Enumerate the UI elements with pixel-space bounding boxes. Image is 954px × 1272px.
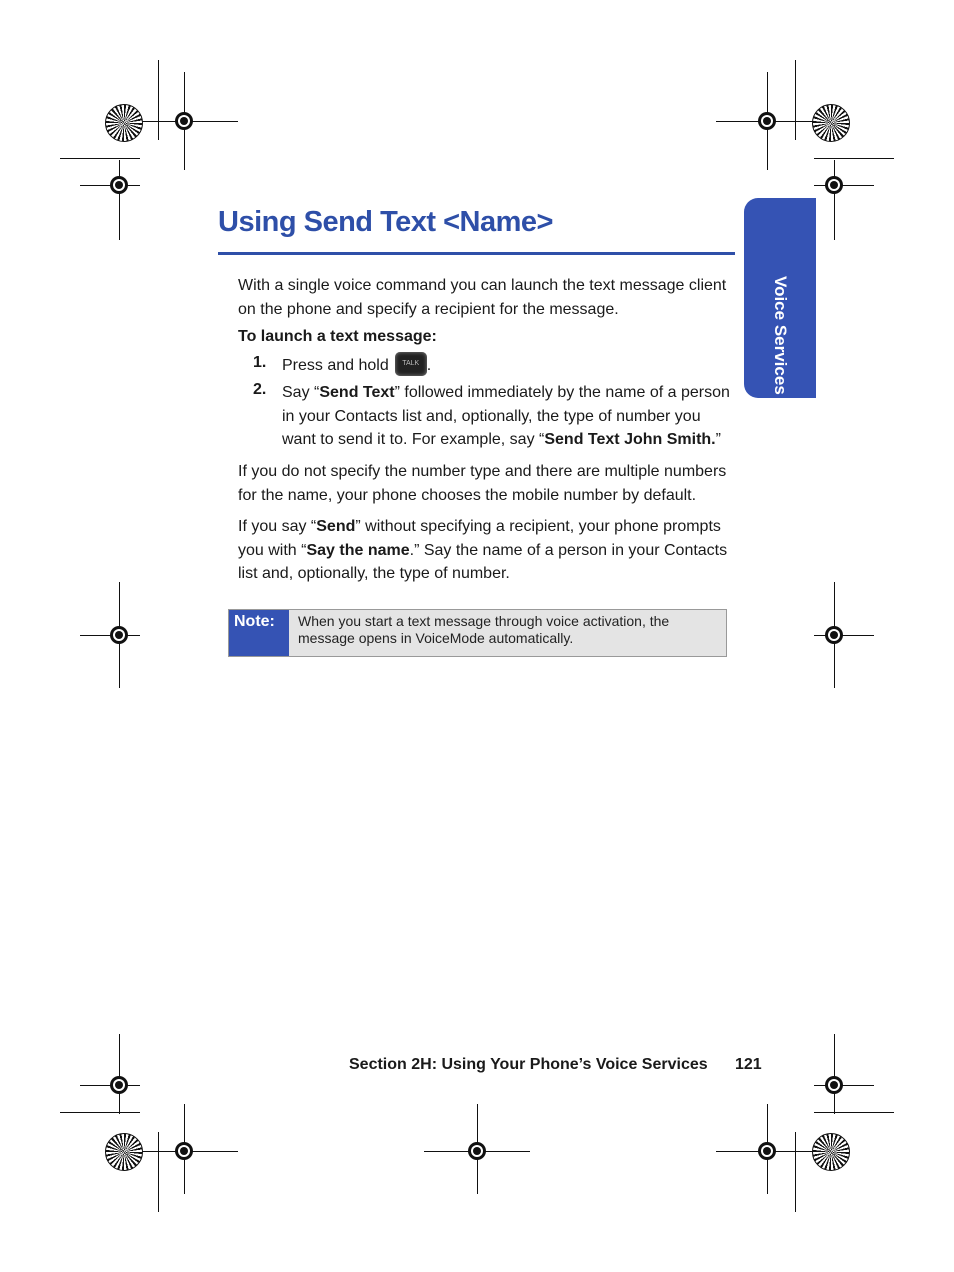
starburst-mark-icon: [105, 1133, 143, 1171]
note-label: Note:: [234, 613, 275, 630]
number-type-paragraph: If you do not specify the number type and there are multiple numbers for the name, your phone chooses the mobile number by default.: [238, 463, 727, 504]
registration-mark-icon: [110, 1076, 128, 1094]
text-run: Say “: [282, 384, 320, 401]
page-number: 121: [735, 1056, 762, 1073]
command-send-text: Send Text: [319, 384, 395, 401]
command-example: Send Text John Smith.: [544, 431, 716, 448]
step-1-number: 1.: [253, 354, 267, 371]
title-underline: [218, 252, 735, 255]
registration-mark-icon: [468, 1142, 486, 1160]
registration-mark-icon: [758, 112, 776, 130]
note-box: [228, 609, 727, 657]
note-label-cell: [229, 610, 289, 656]
footer-section-title: Section 2H: Using Your Phone’s Voice Services: [349, 1056, 708, 1073]
registration-mark-icon: [758, 1142, 776, 1160]
text-run: ”: [715, 431, 721, 448]
text-run: .” Say the name of a person in your Contacts list and, optionally, the type of number.: [238, 541, 728, 582]
talk-key-label: TALK: [402, 360, 420, 367]
side-tab-label: Voice Services: [771, 276, 790, 395]
registration-mark-icon: [825, 1076, 843, 1094]
text-run: ” followed immediately by the name of a person in your Contacts list and, optionally, the type of number you want to send it to. For example, say “: [282, 384, 730, 448]
registration-mark-icon: [110, 626, 128, 644]
step-1: [282, 354, 732, 378]
registration-mark-icon: [175, 1142, 193, 1160]
page-title: Using Send Text <Name>: [218, 206, 553, 238]
starburst-mark-icon: [812, 104, 850, 142]
step-1-suffix: .: [426, 357, 432, 375]
registration-mark-icon: [825, 626, 843, 644]
talk-key-icon: [395, 352, 427, 376]
registration-mark-icon: [175, 112, 193, 130]
step-2-number: 2.: [253, 381, 267, 398]
registration-mark-icon: [825, 176, 843, 194]
text-run: ” without specifying a recipient, your phone prompts you with “: [238, 518, 721, 559]
starburst-mark-icon: [812, 1133, 850, 1171]
intro-paragraph: With a single voice command you can launch the text message client on the phone and specify a recipient for the message.: [238, 277, 727, 318]
step-1-text: Press and hold: [282, 357, 389, 375]
note-text: When you start a text message through voice activation, the message opens in VoiceMode automatically.: [298, 613, 670, 646]
starburst-mark-icon: [105, 104, 143, 142]
text-run: If you say “: [238, 518, 317, 535]
registration-mark-icon: [110, 176, 128, 194]
launch-heading: To launch a text message:: [238, 328, 437, 345]
prompt-say-the-name: Say the name: [306, 541, 410, 559]
step-2-text: [282, 381, 732, 452]
send-paragraph: [238, 515, 733, 586]
command-send: Send: [316, 518, 356, 535]
section-side-tab: [744, 198, 816, 398]
